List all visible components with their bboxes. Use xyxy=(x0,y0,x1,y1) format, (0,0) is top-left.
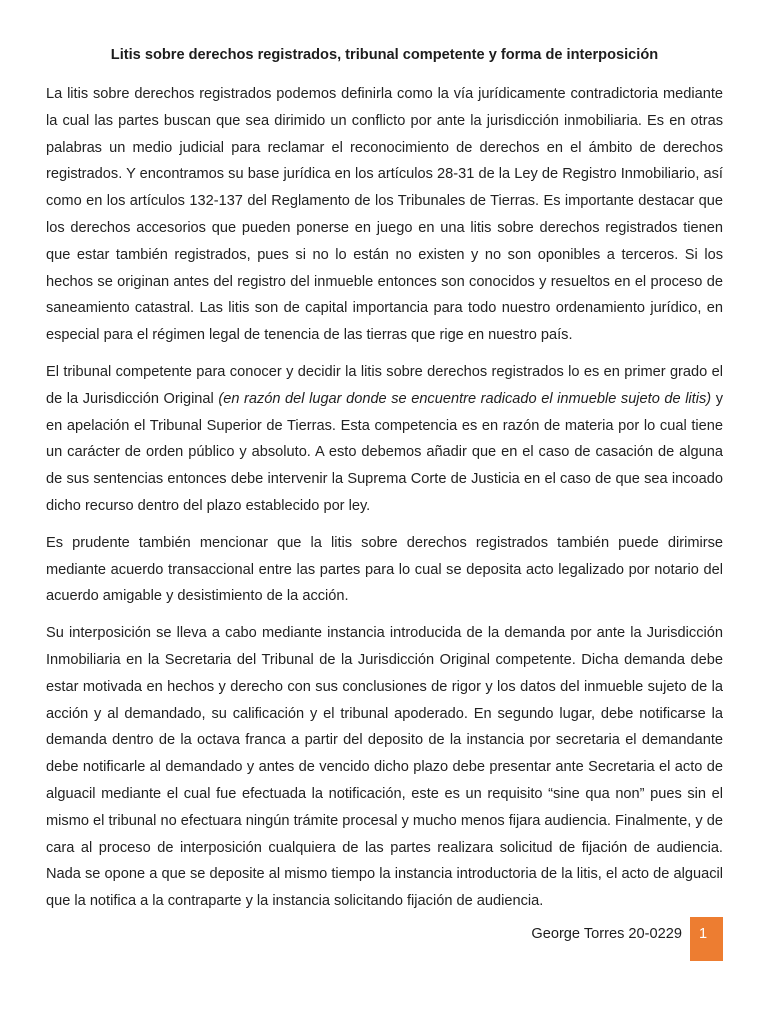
footer-author: George Torres 20-0229 xyxy=(531,926,682,942)
paragraph-italic-note: (en razón del lugar donde se encuentre radicado el inmueble sujeto de litis) xyxy=(218,390,712,407)
page-footer xyxy=(531,917,723,961)
paragraph-text: y en apelación el Tribunal Superior de Tierras. Esta competencia es en razón de materia por lo cual tiene un carácter de orden público y absoluto. A esto debemos añadir que en el caso de casación de alguna de sus sentencias entonces debe intervenir la Suprema Corte de Justicia en el caso de que sea incoado dicho recurso dentro del plazo establecido por ley. xyxy=(46,390,723,514)
document-body xyxy=(46,44,723,925)
paragraph-competent-court xyxy=(46,359,723,520)
paragraph-definition: La litis sobre derechos registrados podemos definirla como la vía jurídicamente contradictoria mediante la cual las partes buscan que sea dirimido un conflicto por ante la jurisdicción inmobiliaria. Es en otras palabras un medio judicial para reclamar el reconocimiento de derechos en el ámbito de derechos registrados. Y encontramos su base jurídica en los artículos 28-31 de la Ley de Registro Inmobiliario, así como en los artículos 132-137 del Reglamento de los Tribunales de Tierras. Es importante destacar que los derechos accesorios que pueden ponerse en juego en una litis sobre derechos registrados tienen que estar también registrados, pues si no lo están no existen y no son oponibles a terceros. Si los hechos se originan antes del registro del inmueble entonces son conocidos y resueltos en el proceso de saneamiento catastral. Las litis son de capital importancia para todo nuestro ordenamiento jurídico, en especial para el régimen legal de tenencia de las tierras que rige en nuestro país. xyxy=(46,86,723,344)
document-title: Litis sobre derechos registrados, tribunal competente y forma de interposición xyxy=(110,47,659,63)
paragraph-text: El tribunal competente para conocer y decidir la litis sobre derechos registrados lo es en primer grado el de la Jurisdicción Original xyxy=(46,363,723,407)
paragraph-interposition: Su interposición se lleva a cabo mediante instancia introducida de la demanda por ante la Jurisdicción Inmobiliaria en la Secretaria del Tribunal de la Jurisdicción Original competente. Dicha demanda debe estar motivada en hechos y derecho con sus conclusiones de rigor y los datos del inmueble sujeto de la acción y al demandado, su calificación y el tribunal apoderado. En segundo lugar, debe notificarse la demanda dentro de la octava franca a partir del deposito de la instancia por secretaria el demandante debe notificarle al demandado y antes de vencido dicho plazo debe presentar ante Secretaria el acto de alguacil mediante el cual fue efectuada la notificación, este es un requisito “sine qua non” pues sin el mismo el tribunal no efectuara ningún trámite procesal y mucho menos fijara audiencia. Finalmente, y de cara al proceso de interposición cualquiera de las partes realizara solicitud de fijación de audiencia. Nada se opone a que se deposite al mismo tiempo la instancia introductoria de la litis, el acto de alguacil que la notifica a la contraparte y la instancia solicitando fijación de audiencia. xyxy=(46,625,723,910)
paragraph-settlement: Es prudente también mencionar que la litis sobre derechos registrados también puede dirimirse mediante acuerdo transaccional entre las partes para lo cual se deposita acto legalizado por notario del acuerdo amigable y desistimiento de la acción. xyxy=(46,534,723,605)
page-number-badge: 1 xyxy=(690,917,723,961)
